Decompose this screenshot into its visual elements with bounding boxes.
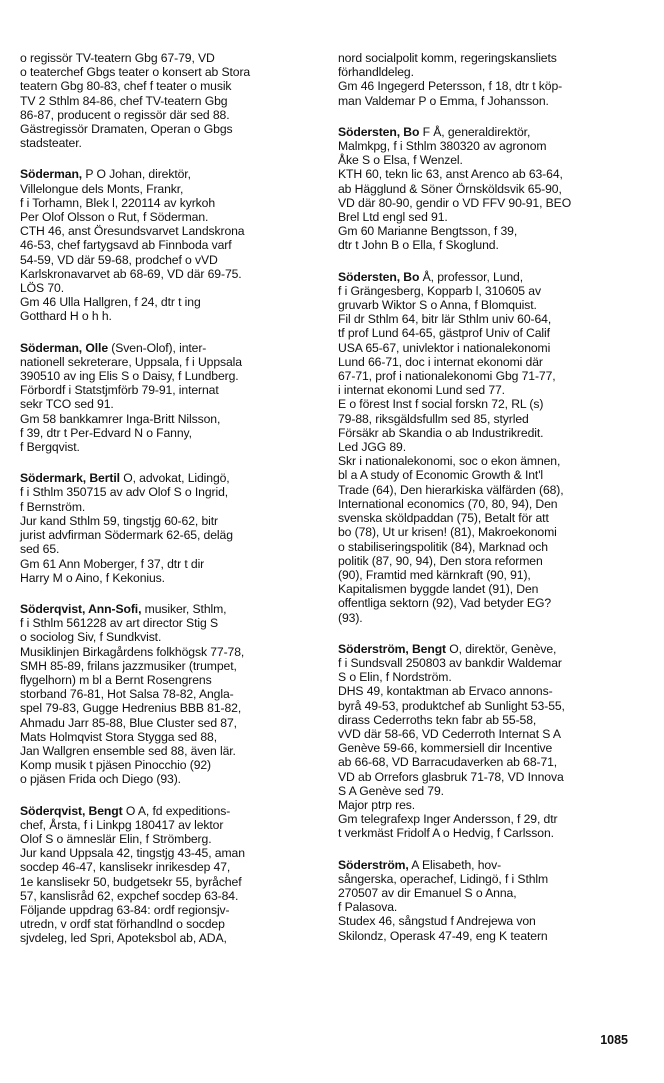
entry-text-line: nord socialpolit komm, regeringskansliets <box>338 51 557 65</box>
entry-text-line: Karlskronavarvet ab 68-69, VD där 69-75. <box>20 266 242 281</box>
entry-heading-line <box>338 642 648 656</box>
entry-text-line: (90), Framtid med kärnkraft (90, 91), <box>338 567 531 582</box>
biography-entry <box>20 804 320 946</box>
entry-text-line: SMH 85-89, frilans jazzmusiker (trumpet, <box>20 658 237 673</box>
entry-text-line: TV 2 Sthlm 84-86, chef TV-teatern Gbg <box>20 93 228 108</box>
entry-name: Söderqvist, Ann-Sofi, <box>20 601 142 616</box>
entry-text-line: Följande uppdrag 63-84: ordf regionsjv- <box>20 902 230 917</box>
entry-text-line: förhandldeleg. <box>338 65 414 80</box>
entry-text-line: sed 65. <box>20 542 60 557</box>
entry-text-line: Musiklinjen Birkagårdens folkhögsk 77-78, <box>20 644 245 659</box>
entry-heading-line <box>20 804 320 818</box>
entry-text-line: 67-71, prof i nationalekonomi Gbg 71-77, <box>338 369 556 384</box>
entry-text-line: 79-88, riksgäldsfullm sed 85, styrled <box>338 411 529 426</box>
entry-text-line: o pjäsen Frida och Diego (93). <box>20 772 181 787</box>
entry-text-line: E o förest Inst f social forskn 72, RL (s) <box>338 397 544 412</box>
biography-entry <box>20 602 320 787</box>
entry-text-line: Led JGG 89. <box>338 440 407 455</box>
entry-text-line: Skr i nationalekonomi, soc o ekon ämnen, <box>338 454 561 469</box>
entry-name: Söderström, <box>338 857 409 872</box>
entry-text-line: Skilondz, Operask 47-49, eng K teatern <box>338 928 548 943</box>
entry-text-line: Jur kand Sthlm 59, tingstjg 60-62, bitr <box>20 513 218 528</box>
entry-text-line: gruvarb Wiktor S o Anna, f Blomquist. <box>338 298 537 313</box>
entry-text-line: S A Genève sed 79. <box>338 783 444 798</box>
entry-text-line: Brel Ltd engl sed 91. <box>338 210 448 225</box>
entry-text-line: i internat ekonomi Lund sed 77. <box>338 383 505 398</box>
entry-heading-line <box>20 602 320 616</box>
entry-text-line: KTH 60, tekn lic 63, anst Arenco ab 63-64, <box>338 167 563 182</box>
entry-text-line: f i Grängesberg, Kopparb l, 310605 av <box>338 283 541 298</box>
entry-text-line: t verkmäst Fridolf A o Hedvig, f Carlsson. <box>338 826 554 841</box>
entry-text-line: teatern Gbg 80-83, chef f teater o musik <box>20 79 232 94</box>
entry-text-line: Genève 59-66, kommersiell dir Incentive <box>338 741 553 756</box>
entry-text-line: f i Sthlm 350715 av adv Olof S o Ingrid, <box>20 485 229 500</box>
entry-text-line: f Bernström. <box>20 499 86 514</box>
entry-text-line: politik (87, 90, 94), Den stora reformen <box>338 553 543 568</box>
entry-text-line: CTH 46, anst Öresundsvarvet Landskrona <box>20 224 245 239</box>
biography-entry <box>338 125 648 253</box>
entry-text-line: socdep 46-47, kanslisekr inrikesdep 47, <box>20 860 231 875</box>
biography-entry <box>338 858 648 943</box>
entry-text-line: Kapitalismen byggde landet (91), Den <box>338 582 539 597</box>
entry-name: Söderman, Olle <box>20 340 109 355</box>
entry-text-line: Jan Wallgren ensemble sed 88, även lär. <box>20 743 236 758</box>
entry-heading-rest: F Å, generaldirektör, <box>419 124 531 139</box>
entry-text-line: stadsteater. <box>20 136 82 151</box>
entry-text-line: 57, kanslisråd 62, expchef socdep 63-84. <box>20 888 239 903</box>
entry-text-line: f i Sthlm 561228 av art director Stig S <box>20 616 218 631</box>
entry-text-line: Gm 46 Ingegerd Petersson, f 18, dtr t köp- <box>338 79 563 94</box>
entry-text-line: f i Sundsvall 250803 av bankdir Waldemar <box>338 655 562 670</box>
entry-heading-rest: A Elisabeth, hov- <box>408 857 502 872</box>
entry-text-line: dirass Cederroths tekn fabr ab 55-58, <box>338 712 537 727</box>
entry-heading-rest: Å, professor, Lund, <box>419 269 524 284</box>
entry-text-line: Gm 61 Ann Moberger, f 37, dtr t dir <box>20 556 205 571</box>
entry-text-line: Gotthard H o h h. <box>20 309 112 324</box>
entry-name: Södersten, Bo <box>338 124 420 139</box>
biography-entry <box>20 167 320 323</box>
entry-text-line: byrå 49-53, produktchef ab Sunlight 53-55, <box>338 698 565 713</box>
entry-text-line: Gm 46 Ulla Hallgren, f 24, dtr t ing <box>20 295 201 310</box>
entry-text-line: Förbordf i Statstjmförb 79-91, internat <box>20 383 219 398</box>
entry-text-line: 1e kanslisekr 50, budgetsekr 55, byråchef <box>20 874 242 889</box>
entry-text-line: sekr TCO sed 91. <box>20 397 114 412</box>
right-column <box>338 51 648 960</box>
entry-text-line: S o Elin, f Nordström. <box>338 670 452 685</box>
entry-text-line: bo (78), Ut ur krisen! (81), Makroekonomi <box>338 525 557 540</box>
entry-text-line: Trade (64), Den hierarkiska välfärden (68), <box>338 482 564 497</box>
entry-heading-line <box>20 471 320 485</box>
entry-heading-rest: (Sven-Olof), inter- <box>108 340 207 355</box>
entry-text-line: flygelhorn) m bl a Bernt Rosengrens <box>20 672 212 687</box>
entry-text-line: Komp musik t pjäsen Pinocchio (92) <box>20 758 212 773</box>
entry-text-line: Jur kand Uppsala 42, tingstjg 43-45, aman <box>20 846 245 861</box>
entry-text-line: Malmkpg, f i Sthlm 380320 av agronom <box>338 139 547 154</box>
entry-text-line: o sociolog Siv, f Sundkvist. <box>20 630 162 645</box>
entry-text-line: VD ab Orrefors glasbruk 71-78, VD Innova <box>338 769 564 784</box>
entry-text-line: jurist advfirman Södermark 62-65, deläg <box>20 528 233 543</box>
entry-text-line: ab Hägglund & Söner Örnsköldsvik 65-90, <box>338 181 562 196</box>
entry-text-line: f Palasova. <box>338 900 398 915</box>
entry-text-line: 46-53, chef fartygsavd ab Finnboda varf <box>20 238 232 253</box>
entry-text-line: sjvdeleg, led Spri, Apoteksbol ab, ADA, <box>20 931 227 946</box>
entry-text-line: f 39, dtr t Per-Edvard N o Fanny, <box>20 425 192 440</box>
entry-text-line: tf prof Lund 64-65, gästprof Univ of Calif <box>338 326 550 341</box>
entry-text-line: o stabiliseringspolitik (84), Marknad och <box>338 539 548 554</box>
entry-text-line: sångerska, operachef, Lidingö, f i Sthlm <box>338 871 549 886</box>
entry-text-line: Gm telegrafexp Inger Andersson, f 29, dtr <box>338 812 558 827</box>
biography-entry <box>338 51 648 108</box>
entry-text-line: f i Torhamn, Blek l, 220114 av kyrkoh <box>20 195 216 210</box>
entry-text-line: utredn, v ordf stat förhandlnd o socdep <box>20 917 225 932</box>
entry-name: Söderqvist, Bengt <box>20 803 123 818</box>
left-column <box>20 51 320 963</box>
entry-heading-rest: P O Johan, direktör, <box>82 167 191 182</box>
biography-entry <box>20 341 320 455</box>
biography-entry <box>338 642 648 841</box>
entry-text-line: Gm 60 Marianne Bengtsson, f 39, <box>338 224 518 239</box>
entry-text-line: bl a A study of Economic Growth & Int'l <box>338 468 544 483</box>
page-number: 1085 <box>600 1033 628 1047</box>
entry-text-line: chef, Årsta, f i Linkpg 180417 av lektor <box>20 817 224 832</box>
entry-heading-line <box>20 341 320 355</box>
entry-text-line: 86-87, producent o regissör där sed 88. <box>20 107 230 122</box>
entry-text-line: 390510 av ing Elis S o Daisy, f Lundberg. <box>20 369 239 384</box>
entry-text-line: 270507 av dir Emanuel S o Anna, <box>338 885 517 900</box>
entry-text-line: svenska sköldpaddan (75), Betalt för att <box>338 511 549 526</box>
entry-text-line: nationell sekreterare, Uppsala, f i Uppsala <box>20 354 242 369</box>
entry-text-line: dtr t John B o Ella, f Skoglund. <box>338 238 499 253</box>
entry-text-line: spel 79-83, Gugge Hedrenius BBB 81-82, <box>20 701 242 716</box>
entry-text-line: DHS 49, kontaktman ab Ervaco annons- <box>338 684 553 699</box>
entry-text-line: Fil dr Sthlm 64, bitr lär Sthlm univ 60-64, <box>338 312 552 327</box>
entry-heading-rest: O, direktör, Genève, <box>446 641 557 656</box>
entry-heading-line <box>338 125 648 139</box>
entry-text-line: Försäkr ab Skandia o ab Industrikredit. <box>338 425 544 440</box>
entry-text-line: Lund 66-71, doc i internat ekonomi där <box>338 354 543 369</box>
entry-text-line: ab 66-68, VD Barracudaverken ab 68-71, <box>338 755 558 770</box>
entry-text-line: vVD där 58-66, VD Cederroth Internat S A <box>338 726 561 741</box>
biography-entry <box>20 51 320 150</box>
biography-entry <box>20 471 320 585</box>
entry-heading-rest: O, advokat, Lidingö, <box>119 471 230 486</box>
entry-name: Södermark, Bertil <box>20 471 120 486</box>
entry-heading-line <box>338 858 648 872</box>
entry-heading-rest: musiker, Sthlm, <box>141 601 227 616</box>
entry-text-line: storband 76-81, Hot Salsa 78-82, Angla- <box>20 687 234 702</box>
entry-heading-line <box>338 270 648 284</box>
entry-text-line: Mats Holmqvist Stora Stygga sed 88, <box>20 729 218 744</box>
entry-text-line: Ahmadu Jarr 85-88, Blue Cluster sed 87, <box>20 715 237 730</box>
entry-heading-rest: O A, fd expeditions- <box>122 803 231 818</box>
entry-text-line: Åke S o Elsa, f Wenzel. <box>338 153 463 168</box>
entry-heading-line <box>20 167 320 181</box>
entry-text-line: Major ptrp res. <box>338 797 416 812</box>
entry-name: Söderman, <box>20 167 83 182</box>
entry-text-line: offentliga sektorn (92), Vad betyder EG? <box>338 596 552 611</box>
entry-name: Södersten, Bo <box>338 269 420 284</box>
entry-name: Söderström, Bengt <box>338 641 446 656</box>
entry-text-line: Per Olof Olsson o Rut, f Söderman. <box>20 210 209 225</box>
entry-text-line: USA 65-67, univlektor i nationalekonomi <box>338 340 551 355</box>
entry-text-line: LÖS 70. <box>20 281 65 296</box>
entry-text-line: man Valdemar P o Emma, f Johansson. <box>338 93 549 108</box>
entry-text-line: Gm 58 bankkamrer Inga-Britt Nilsson, <box>20 411 221 426</box>
entry-text-line: o teaterchef Gbgs teater o konsert ab Stora <box>20 65 251 80</box>
entry-text-line: Studex 46, sångstud f Andrejewa von <box>338 914 536 929</box>
entry-text-line: (93). <box>338 610 363 625</box>
entry-text-line: Harry M o Aino, f Kekonius. <box>20 570 165 585</box>
entry-text-line: Villelongue dels Monts, Frankr, <box>20 181 184 196</box>
entry-text-line: Olof S o ämneslär Elin, f Strömberg. <box>20 831 212 846</box>
entry-text-line: o regissör TV-teatern Gbg 67-79, VD <box>20 51 215 65</box>
entry-text-line: VD där 80-90, gendir o VD FFV 90-91, BEO <box>338 195 572 210</box>
entry-text-line: Gästregissör Dramaten, Operan o Gbgs <box>20 122 233 137</box>
entry-text-line: f Bergqvist. <box>20 440 80 455</box>
entry-text-line: 54-59, VD där 59-68, prodchef o vVD <box>20 252 218 267</box>
biography-entry <box>338 270 648 625</box>
entry-text-line: International economics (70, 80, 94), Den <box>338 496 558 511</box>
